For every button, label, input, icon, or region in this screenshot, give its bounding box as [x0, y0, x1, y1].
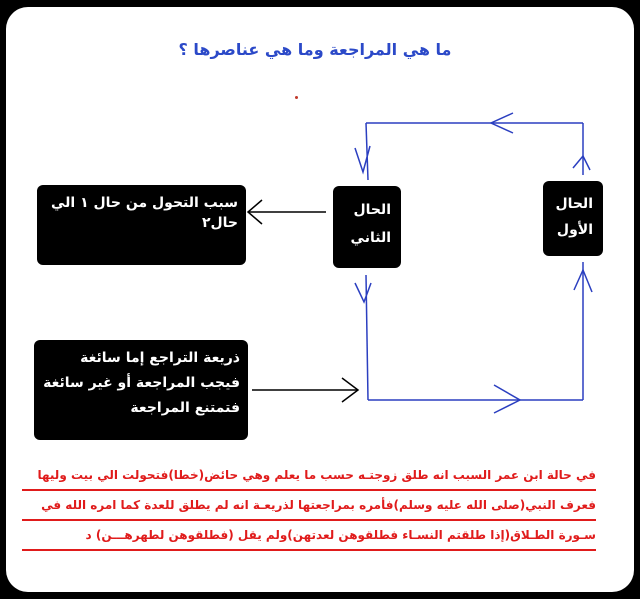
first-state-box: الحال الأول — [543, 181, 603, 256]
note-line: في حالة ابن عمر السبب انه طلق زوجتـه حسب ما يعلم وهي حائض(خطا)فتحولت الي بيت وليها — [22, 463, 596, 491]
left-upper-line — [366, 123, 368, 180]
bottom-arrowhead — [494, 385, 520, 413]
cause-box: سبب التحول من حال ١ الي حال٢ — [37, 185, 246, 265]
note-line: فعرف النبي(صلى الله عليه وسلم)فأمره بمراجعتها لذريعـة انه لم يطلق للعدة كما امره الله في — [22, 493, 596, 521]
second-state-box: الحال الثاني — [333, 186, 401, 268]
right-upper-arrowhead — [573, 156, 590, 170]
notes-block — [22, 463, 596, 553]
left-lower-arrowhead — [355, 283, 371, 302]
means-box: ذريعة التراجع إما سائغة فيجب المراجعة أو غير سائغة فتمتنع المراجعة — [34, 340, 248, 440]
page-title: ما هي المراجعة وما هي عناصرها ؟ — [178, 40, 452, 59]
note-line: سـورة الطـلاق(إذا طلقتم النسـاء فطلقوهن لعدتهن)ولم يقل (فطلقوهن لطهرهـــن) د — [22, 523, 596, 551]
